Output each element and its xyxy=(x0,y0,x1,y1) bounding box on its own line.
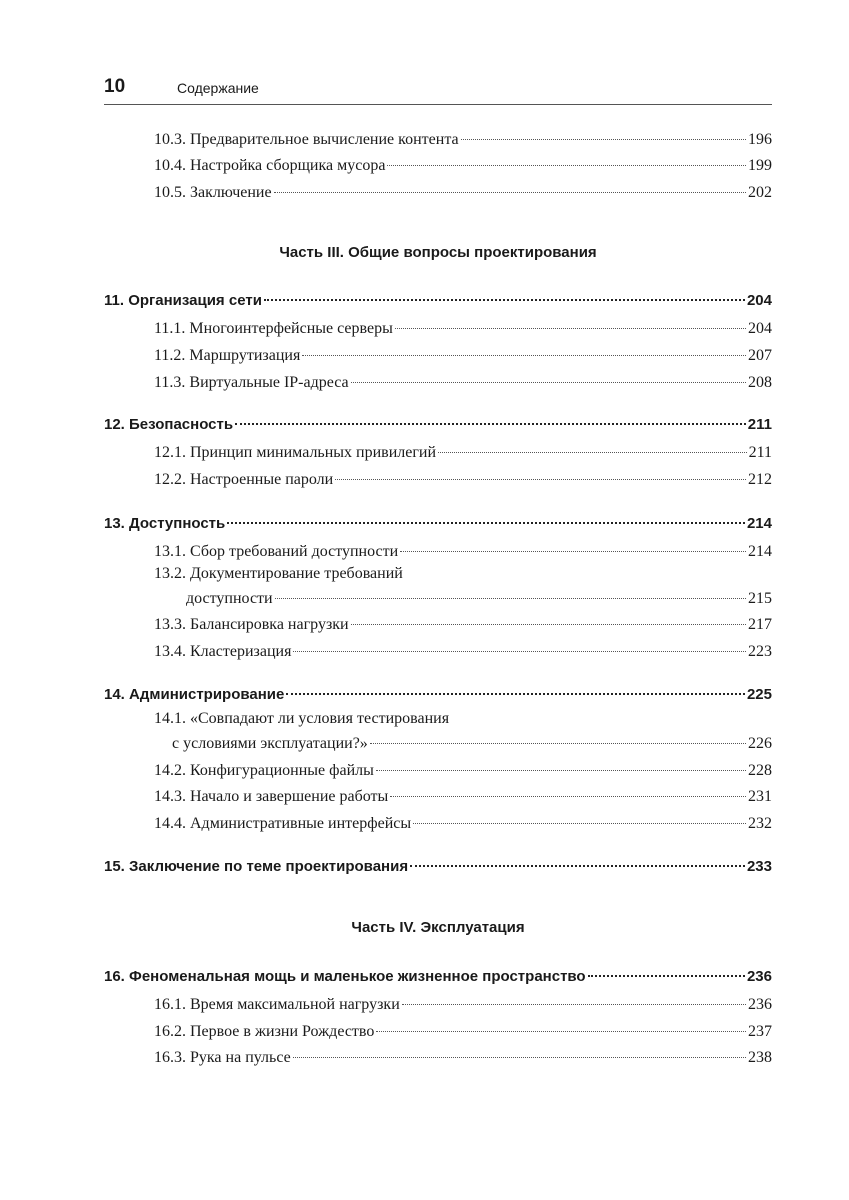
leader-dots xyxy=(376,1015,746,1032)
toc-chapter-page: 233 xyxy=(746,858,772,875)
toc-entry-title: 11.2. Маршрутизация xyxy=(154,347,301,364)
leader-dots xyxy=(264,284,745,301)
toc-entry-page: 238 xyxy=(748,1049,772,1066)
toc-entry[interactable] xyxy=(154,784,772,806)
leader-dots xyxy=(438,436,747,453)
toc-entry-page: 196 xyxy=(748,131,772,148)
toc-entry-title: 10.3. Предварительное вычисление контента xyxy=(154,131,459,148)
leader-dots xyxy=(402,988,746,1005)
leader-dots xyxy=(351,608,746,625)
toc-entry[interactable] xyxy=(172,731,772,753)
toc-entry-page: 231 xyxy=(748,788,772,805)
toc-entry[interactable] xyxy=(154,153,772,175)
toc-entry-page: 228 xyxy=(748,762,772,779)
toc-entry-page: 232 xyxy=(748,815,772,832)
toc-entry-page: 212 xyxy=(748,471,772,488)
toc-entry-title: 14.4. Административные интерфейсы xyxy=(154,815,412,832)
toc-chapter[interactable] xyxy=(104,511,772,532)
leader-dots xyxy=(293,635,746,652)
toc-chapter-title: 16. Феноменальная мощь и маленькое жизненное пространство xyxy=(104,968,586,985)
toc-entry-title-line2: с условиями эксплуатации?» xyxy=(172,735,368,752)
toc-entry-title: 14.3. Начало и завершение работы xyxy=(154,788,389,805)
toc-entry-title-line1[interactable]: 13.2. Документирование требований xyxy=(154,565,403,582)
leader-dots xyxy=(387,149,746,166)
toc-entry[interactable] xyxy=(154,758,772,780)
toc-chapter[interactable] xyxy=(104,854,772,875)
toc-chapter-title: 12. Безопасность xyxy=(104,416,234,433)
leader-dots xyxy=(235,408,746,425)
toc-entry-page: 214 xyxy=(748,543,772,560)
toc-entry-title-line1[interactable]: 14.1. «Совпадают ли условия тестирования xyxy=(154,710,450,727)
leader-dots xyxy=(275,582,746,599)
toc-chapter-title: 15. Заключение по теме проектирования xyxy=(104,858,409,875)
toc-entry[interactable] xyxy=(154,180,772,202)
toc-entry-page: 202 xyxy=(748,184,772,201)
toc-entry[interactable] xyxy=(154,811,772,833)
toc-entry[interactable] xyxy=(154,612,772,634)
toc-entry-title: 16.3. Рука на пульсе xyxy=(154,1049,291,1066)
toc-chapter-title: 13. Доступность xyxy=(104,515,226,532)
leader-dots xyxy=(351,366,746,383)
toc-chapter-page: 236 xyxy=(746,968,772,985)
toc-entry-title: 12.2. Настроенные пароли xyxy=(154,471,334,488)
page-header xyxy=(104,76,772,105)
toc-entry-page: 199 xyxy=(748,157,772,174)
toc-entry-title: 13.4. Кластеризация xyxy=(154,643,292,660)
toc-entry-page: 217 xyxy=(748,616,772,633)
toc-entry-title: 14.2. Конфигурационные файлы xyxy=(154,762,374,779)
toc-chapter-title: 14. Администрирование xyxy=(104,686,285,703)
toc-chapter-page: 214 xyxy=(746,515,772,532)
toc-entry-page: 211 xyxy=(748,444,772,461)
toc-chapter-page: 225 xyxy=(746,686,772,703)
leader-dots xyxy=(370,727,746,744)
leader-dots xyxy=(390,780,746,797)
leader-dots xyxy=(302,339,746,356)
toc-entry[interactable] xyxy=(154,127,772,149)
leader-dots xyxy=(376,754,746,771)
toc-entry[interactable] xyxy=(154,467,772,489)
toc-entry-page: 223 xyxy=(748,643,772,660)
toc-entry-page: 237 xyxy=(748,1023,772,1040)
toc-entry-page: 215 xyxy=(748,590,772,607)
leader-dots xyxy=(410,850,745,867)
toc-chapter[interactable] xyxy=(104,412,772,433)
leader-dots xyxy=(227,507,745,524)
leader-dots xyxy=(588,960,745,977)
toc-entry[interactable] xyxy=(154,1019,772,1041)
toc-entry-title: 16.2. Первое в жизни Рождество xyxy=(154,1023,375,1040)
toc-chapter-title: 11. Организация сети xyxy=(104,292,262,309)
toc-entry[interactable] xyxy=(154,343,772,365)
toc-entry-page: 207 xyxy=(748,347,772,364)
toc-entry-title: 13.1. Сбор требований доступности xyxy=(154,543,399,560)
toc-entry-title-line2: доступности xyxy=(186,590,273,607)
toc-entry[interactable] xyxy=(154,370,772,392)
toc-entry-page: 236 xyxy=(748,996,772,1013)
leader-dots xyxy=(335,463,746,480)
toc-entry[interactable] xyxy=(154,1045,772,1067)
toc-entry-title: 10.4. Настройка сборщика мусора xyxy=(154,157,386,174)
toc-entry[interactable] xyxy=(154,539,772,561)
toc-entry[interactable] xyxy=(154,992,772,1014)
toc-chapter-page: 204 xyxy=(746,292,772,309)
part-title: Часть III. Общие вопросы проектирования xyxy=(279,244,597,261)
leader-dots xyxy=(400,535,746,552)
toc-entry-title: 11.1. Многоинтерфейсные серверы xyxy=(154,320,393,337)
toc-entry[interactable] xyxy=(154,316,772,338)
toc-entry[interactable] xyxy=(154,440,772,462)
toc-entry-title: 13.3. Балансировка нагрузки xyxy=(154,616,349,633)
toc-chapter[interactable] xyxy=(104,964,772,985)
toc-chapter-page: 211 xyxy=(747,416,772,433)
leader-dots xyxy=(413,807,746,824)
leader-dots xyxy=(395,312,746,329)
toc-entry-title: 10.5. Заключение xyxy=(154,184,272,201)
part-title: Часть IV. Эксплуатация xyxy=(351,919,525,936)
leader-dots xyxy=(461,123,746,140)
toc-entry-page: 204 xyxy=(748,320,772,337)
toc-entry[interactable] xyxy=(154,639,772,661)
toc-entry-title: 16.1. Время максимальной нагрузки xyxy=(154,996,400,1013)
running-title: Содержание xyxy=(177,80,259,96)
toc-entry[interactable] xyxy=(186,586,772,608)
toc-chapter[interactable] xyxy=(104,288,772,309)
toc-chapter[interactable] xyxy=(104,682,772,703)
toc-entry-title: 11.3. Виртуальные IP-адреса xyxy=(154,374,349,391)
leader-dots xyxy=(293,1041,746,1058)
toc-entry-page: 208 xyxy=(748,374,772,391)
leader-dots xyxy=(286,678,745,695)
toc-entry-title: 12.1. Принцип минимальных привилегий xyxy=(154,444,437,461)
leader-dots xyxy=(274,176,746,193)
toc-entry-page: 226 xyxy=(748,735,772,752)
page-number: 10 xyxy=(104,76,126,97)
